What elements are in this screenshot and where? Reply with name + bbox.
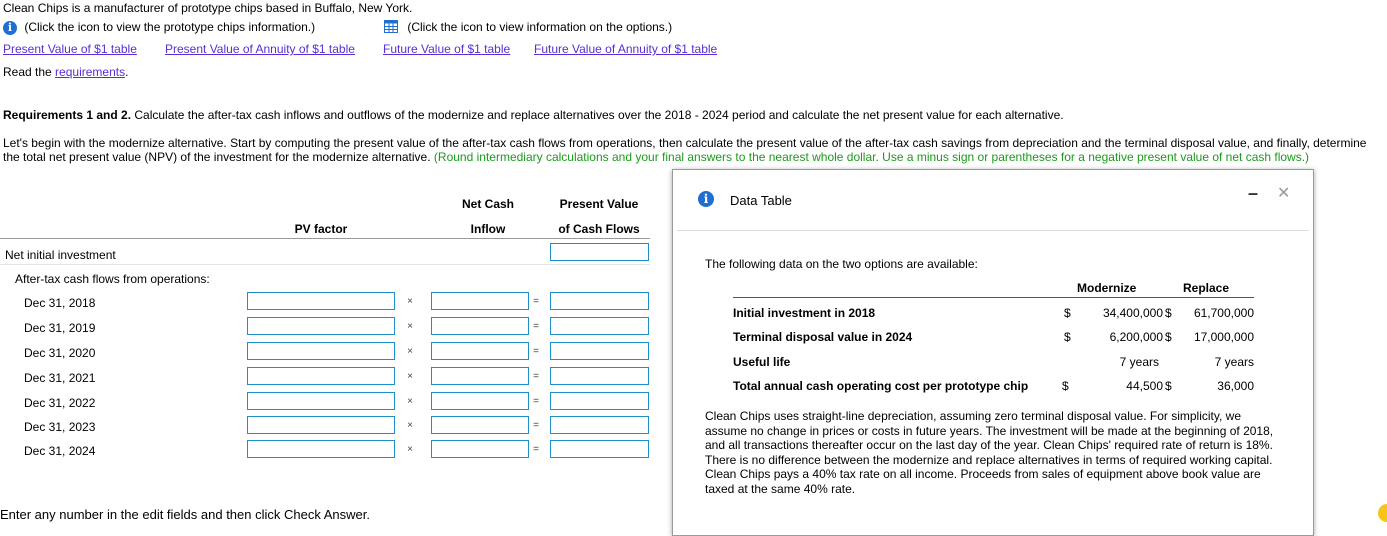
present-value-input[interactable] <box>550 440 649 458</box>
times-sign: × <box>407 321 413 332</box>
times-sign: × <box>407 371 413 382</box>
equals-sign: = <box>533 296 539 307</box>
equals-sign: = <box>533 321 539 332</box>
read-requirements-line <box>3 65 128 79</box>
modernize-value: 6,200,000 <box>1109 330 1163 344</box>
net-cash-inflow-input[interactable] <box>431 317 529 335</box>
present-value-input[interactable] <box>550 392 649 410</box>
pv-factor-input[interactable] <box>247 317 395 335</box>
net-cash-inflow-input[interactable] <box>431 392 529 410</box>
fv-table-link[interactable]: Future Value of $1 table <box>383 42 511 56</box>
row-divider <box>0 264 650 265</box>
footer-instruction: Enter any number in the edit fields and then click Check Answer. <box>0 507 370 522</box>
equals-sign: = <box>533 444 539 455</box>
net-cash-header-bottom: Inflow <box>470 222 506 236</box>
currency-sign: $ <box>1165 379 1172 393</box>
help-icon[interactable] <box>1378 504 1387 522</box>
options-info-text: (Click the icon to view information on the options.) <box>407 20 673 34</box>
equals-sign: = <box>533 346 539 357</box>
data-row-label: Initial investment in 2018 <box>733 306 876 320</box>
close-button[interactable]: ✕ <box>1277 185 1291 202</box>
after-tax-label: After-tax cash flows from operations: <box>15 272 210 286</box>
row-label: Dec 31, 2020 <box>24 346 96 360</box>
present-value-header-top: Present Value <box>559 197 639 211</box>
pv-factor-input[interactable] <box>247 367 395 385</box>
company-description: Clean Chips is a manufacturer of prototype chips based in Buffalo, New York. <box>3 1 413 15</box>
prototype-info-row <box>3 20 315 35</box>
present-value-input[interactable] <box>550 416 649 434</box>
pv-table-link[interactable]: Present Value of $1 table <box>3 42 137 56</box>
data-intro-text: The following data on the two options are available: <box>705 257 978 271</box>
replace-value: 36,000 <box>1217 379 1254 393</box>
row-label: Dec 31, 2023 <box>24 420 96 434</box>
requirements-label: Requirements 1 and 2. <box>3 108 132 122</box>
header-divider <box>0 238 650 239</box>
row-label: Dec 31, 2021 <box>24 371 96 385</box>
prototype-info-text: (Click the icon to view the prototype chips information.) <box>24 20 316 34</box>
times-sign: × <box>407 396 413 407</box>
data-description: Clean Chips uses straight-line depreciation, assuming zero terminal disposal value. For simplicity, we assume no change in prices or costs in future years. The investment will be made at the beginning of 2018, and all transactions thereafter occur on the last day of the year. Clean Chips' required rate of return is 18%. There is no difference between the modernize and replace alternatives in terms of required working capital. Clean Chips pays a 40% tax rate on all income. Proceeds from sales of equipment above book value are taxed at the same 40% rate. <box>705 409 1274 496</box>
data-row-label: Terminal disposal value in 2024 <box>733 330 913 344</box>
currency-sign: $ <box>1165 330 1172 344</box>
data-row-label: Useful life <box>733 355 791 369</box>
currency-sign: $ <box>1064 330 1071 344</box>
replace-value: 7 years <box>1214 355 1254 369</box>
minimize-button[interactable]: – <box>1248 183 1259 203</box>
instruction-text: Let's begin with the modernize alternative. Start by computing the present value of the after-tax cash flows from operations, then calculate the present value of the after-tax cash savings from depreciation and the terminal disposal value, and finally, determine the total net present value (NPV) of the investment for the modernize alternative. <box>3 136 1367 164</box>
row-label: Dec 31, 2024 <box>24 444 96 458</box>
pv-factor-header: PV factor <box>294 222 348 236</box>
info-icon: i <box>698 191 714 207</box>
row-label: Dec 31, 2022 <box>24 396 96 410</box>
requirements-text: Calculate the after-tax cash inflows and outflows of the modernize and replace alternatives over the 2018 - 2024 period and calculate the net present value for each alternative. <box>131 108 1064 122</box>
present-value-input[interactable] <box>550 317 649 335</box>
row-label: Dec 31, 2018 <box>24 296 96 310</box>
pv-factor-input[interactable] <box>247 440 395 458</box>
net-cash-inflow-input[interactable] <box>431 440 529 458</box>
present-value-input[interactable] <box>550 342 649 360</box>
net-initial-investment-label: Net initial investment <box>5 248 116 262</box>
dialog-title: Data Table <box>730 193 792 208</box>
times-sign: × <box>407 444 413 455</box>
instruction-paragraph <box>3 136 1386 164</box>
table-grid-icon[interactable] <box>384 20 398 33</box>
present-value-header-bottom: of Cash Flows <box>558 222 640 236</box>
modernize-value: 34,400,000 <box>1102 306 1163 320</box>
currency-sign: $ <box>1062 379 1069 393</box>
modernize-value: 44,500 <box>1126 379 1163 393</box>
net-cash-inflow-input[interactable] <box>431 416 529 434</box>
present-value-input[interactable] <box>550 367 649 385</box>
present-value-input[interactable] <box>550 292 649 310</box>
data-table-header-line <box>733 297 1254 298</box>
net-cash-inflow-input[interactable] <box>431 292 529 310</box>
net-cash-inflow-input[interactable] <box>431 342 529 360</box>
modernize-value: 7 years <box>1119 355 1159 369</box>
data-row-label: Total annual cash operating cost per prototype chip <box>733 379 1029 393</box>
equals-sign: = <box>533 396 539 407</box>
pv-factor-input[interactable] <box>247 392 395 410</box>
equals-sign: = <box>533 420 539 431</box>
replace-column-header: Replace <box>1183 281 1230 295</box>
replace-value: 61,700,000 <box>1193 306 1254 320</box>
currency-sign: $ <box>1165 306 1172 320</box>
pv-factor-input[interactable] <box>247 416 395 434</box>
read-suffix: . <box>125 65 129 79</box>
currency-sign: $ <box>1064 306 1071 320</box>
dialog-header-divider <box>677 230 1309 231</box>
row-label: Dec 31, 2019 <box>24 321 96 335</box>
equals-sign: = <box>533 371 539 382</box>
times-sign: × <box>407 346 413 357</box>
info-icon[interactable]: i <box>3 21 17 35</box>
pv-annuity-table-link[interactable]: Present Value of Annuity of $1 table <box>165 42 355 56</box>
fv-annuity-table-link[interactable]: Future Value of Annuity of $1 table <box>534 42 718 56</box>
data-table-dialog <box>672 169 1314 536</box>
replace-value: 17,000,000 <box>1193 330 1254 344</box>
options-info-row <box>384 20 672 34</box>
times-sign: × <box>407 420 413 431</box>
times-sign: × <box>407 296 413 307</box>
net-cash-inflow-input[interactable] <box>431 367 529 385</box>
modernize-column-header: Modernize <box>1077 281 1137 295</box>
rounding-note: (Round intermediary calculations and your final answers to the nearest whole dollar. Use a minus sign or parentheses for a negative present value of net cash flows.) <box>433 150 1310 164</box>
pv-factor-input[interactable] <box>247 342 395 360</box>
net-cash-header-top: Net Cash <box>461 197 514 211</box>
read-prefix: Read the <box>3 65 56 79</box>
net-initial-investment-input[interactable] <box>550 243 649 261</box>
requirements-link[interactable]: requirements <box>55 65 126 79</box>
requirements-heading <box>3 108 1064 122</box>
pv-factor-input[interactable] <box>247 292 395 310</box>
